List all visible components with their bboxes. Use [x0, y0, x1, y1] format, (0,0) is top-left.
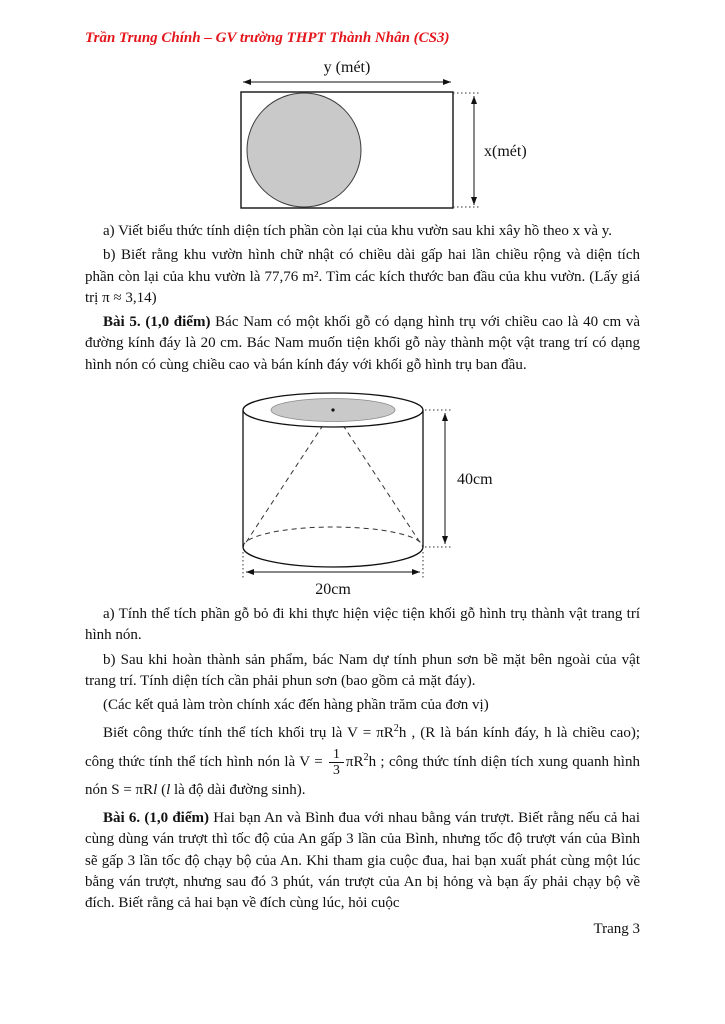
- cylinder-formula-base: V = πR: [347, 724, 394, 741]
- cone-formula-base: πR: [345, 754, 364, 771]
- cone-formula-exponent: 2: [363, 752, 369, 764]
- paren-l-symbol: l: [166, 782, 171, 799]
- problem5-intro: [85, 312, 640, 376]
- page-header: Trần Trung Chính – GV trường THPT Thành Nhân (CS3): [85, 30, 450, 46]
- formula-paragraph: [85, 720, 640, 805]
- problem6-text: Hai bạn An và Bình đua với nhau bằng ván trượt. Biết rằng nếu cả hai cùng dùng ván trượt thì tốc độ của An gấp 3 lần của Bình, nhưng tốc độ trượt ván của Bình sẽ gấp 3 lần tốc độ chạy bộ của An. Khi tham gia cuộc đua, hai bạn xuất phát cùng một lúc bằng ván trượt, nhưng sau đó 3 phút, ván trượt của An bị hỏng và bạn ấy phải chạy bộ về đích. Biết rằng cả hai bạn về đích cùng lúc, hỏi cuộc: [85, 810, 640, 912]
- pond-circle: [247, 93, 361, 207]
- cylinder-cone-figure: [85, 382, 640, 598]
- formula-seg2: , (R là bán kính đáy, h là chiều cao); công thức tính thể tích hình nón là: [85, 724, 640, 771]
- cone-slant-left: [243, 410, 333, 547]
- cylinder-cone-svg: [183, 382, 543, 598]
- cylinder-bottom-front-arc: [243, 547, 423, 567]
- cone-volume-formula: [299, 746, 377, 777]
- surface-formula-base: S = πR: [111, 782, 154, 799]
- cylinder-formula-exponent: 2: [393, 722, 399, 734]
- formula-seg4: (: [157, 782, 167, 799]
- problem5-label: Bài 5. (1,0 điểm): [103, 314, 211, 331]
- formula-seg5: là độ dài đường sinh).: [170, 782, 306, 799]
- problem4-part-b: b) Biết rằng khu vườn hình chữ nhật có chiều dài gấp hai lần chiều rộng và diện tích phần còn lại của khu vườn là 77,76 m². Tìm các kích thước ban đầu của khu vườn. (Lấy giá trị π ≈ 3,14): [85, 247, 640, 306]
- problem5-part-a: a) Tính thể tích phần gỗ bỏ đi khi thực hiện việc tiện khối gỗ hình trụ thành vật trang trí hình nón.: [85, 606, 640, 644]
- problem5-intro-text: Bác Nam có một khối gỗ có dạng hình trụ với chiều cao là 40 cm và đường kính đáy là 20 cm. Bác Nam muốn tiện khối gỗ này thành một vật trang trí có dạng hình nón có cùng chiều cao và bán kính đáy với khối gỗ hình trụ ban đầu.: [85, 314, 640, 373]
- garden-figure-svg: [128, 57, 598, 215]
- cone-slant-right: [333, 410, 423, 547]
- surface-formula-l: l: [153, 782, 158, 799]
- lateral-surface-formula: [111, 782, 157, 798]
- cone-formula-lhs: V =: [299, 754, 327, 771]
- problem6-label: Bài 6. (1,0 điểm): [103, 810, 209, 827]
- formula-seg1: Biết công thức tính thể tích khối trụ là: [103, 724, 348, 741]
- garden-figure: [85, 57, 640, 215]
- cone-formula-h: h: [368, 754, 377, 771]
- cone-apex-point: [331, 408, 334, 411]
- page-footer: Trang 3: [593, 920, 640, 937]
- problem5-part-b: b) Sau khi hoàn thành sản phẩm, bác Nam dự tính phun sơn bề mặt bên ngoài của vật trang trí. Tính diện tích cần phải phun sơn (bao gồm cả mặt đáy).: [85, 651, 640, 689]
- fraction-one-third: [329, 747, 344, 777]
- garden-height-label: x(mét): [483, 143, 527, 160]
- cylinder-bottom-back-arc: [243, 527, 423, 547]
- cylinder-formula-h: h: [398, 724, 407, 741]
- cylinder-height-label: 40cm: [456, 471, 493, 489]
- formula-seg3: ; công thức tính diện tích xung quanh hình nón: [85, 754, 640, 799]
- problem4-part-a: a) Viết biểu thức tính diện tích phần còn lại của khu vườn sau khi xây hồ theo x và y.: [103, 223, 613, 239]
- cylinder-diameter-label: 20cm: [314, 581, 351, 599]
- problem6: [85, 808, 640, 914]
- garden-width-label: y (mét): [323, 59, 370, 76]
- problem5-note: (Các kết quả làm tròn chính xác đến hàng phần trăm của đơn vị): [103, 697, 489, 714]
- cylinder-volume-formula: [347, 722, 407, 741]
- fraction-denominator: 3: [329, 762, 344, 777]
- fraction-numerator: 1: [333, 746, 340, 762]
